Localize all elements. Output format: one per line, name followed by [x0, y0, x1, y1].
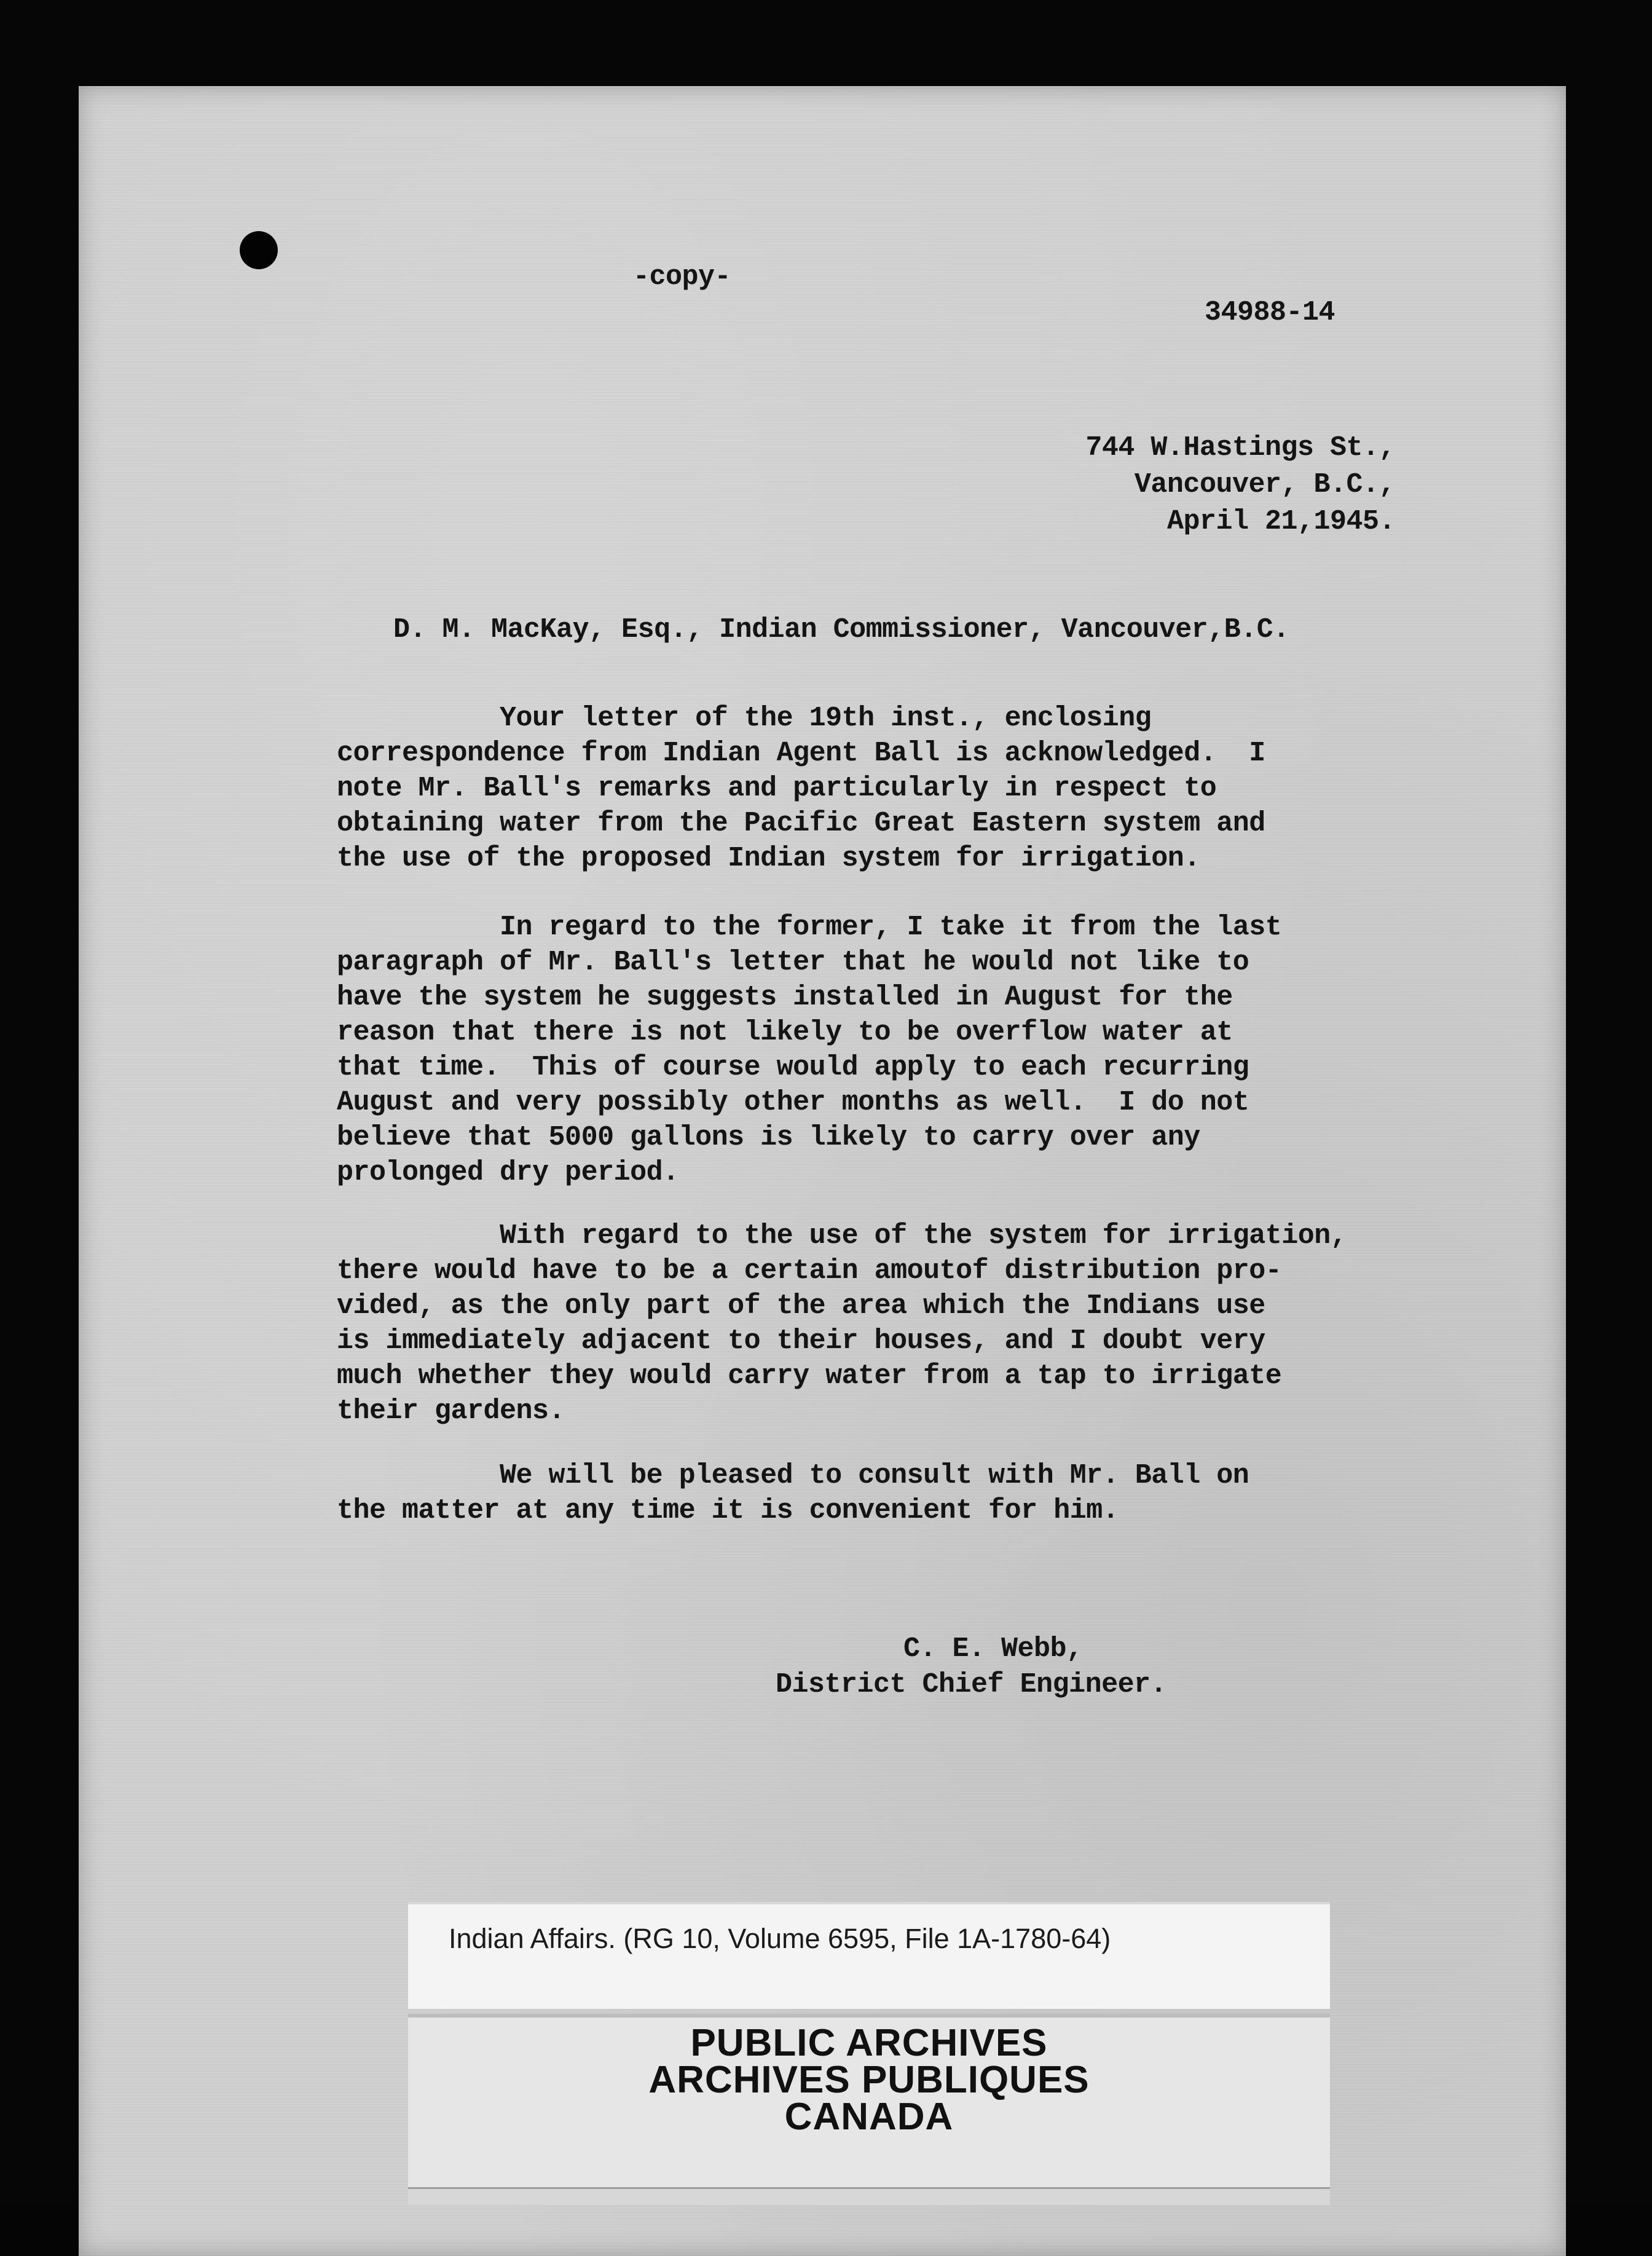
- body-paragraph-3: [337, 1218, 1492, 1429]
- paragraph-line: obtaining water from the Pacific Great Eastern system and: [337, 808, 1265, 839]
- paragraph-line: is immediately adjacent to their houses, and I doubt very: [337, 1325, 1265, 1357]
- body-paragraph-1: [337, 701, 1492, 876]
- paragraph-line: correspondence from Indian Agent Ball is acknowledged. I: [337, 738, 1265, 769]
- address-street: 744 W.Hastings St.,: [1085, 432, 1395, 463]
- punch-hole-icon: [240, 231, 278, 269]
- paragraph-line: We will be pleased to consult with Mr. Ball on: [337, 1460, 1249, 1491]
- paragraph-line: prolonged dry period.: [337, 1157, 679, 1188]
- archive-stamp-text: [408, 2022, 1330, 2138]
- stamp-line: PUBLIC ARCHIVES: [690, 2022, 1048, 2064]
- letter-date: April 21,1945.: [1166, 506, 1395, 537]
- paragraph-line: August and very possibly other months as well. I do not: [337, 1087, 1249, 1118]
- paragraph-line: reason that there is not likely to be overflow water at: [337, 1017, 1233, 1048]
- paragraph-line: much whether they would carry water from a tap to irrigate: [337, 1360, 1282, 1392]
- stamp-bottom-edge: [408, 2187, 1330, 2205]
- paragraph-line: there would have to be a certain amoutof distribution pro-: [337, 1255, 1282, 1287]
- salutation: D. M. MacKay, Esq., Indian Commissioner, Vancouver,B.C.: [393, 614, 1289, 645]
- signature-title: District Chief Engineer.: [776, 1669, 1167, 1700]
- paragraph-line: that time. This of course would apply to each recurring: [337, 1052, 1249, 1083]
- address-city: Vancouver, B.C.,: [1134, 469, 1395, 500]
- archive-reference-text: Indian Affairs. (RG 10, Volume 6595, File 1A-1780-64): [449, 1923, 1111, 1954]
- paragraph-line: their gardens.: [337, 1395, 565, 1427]
- signature-name: C. E. Webb,: [903, 1633, 1083, 1665]
- paragraph-line: Your letter of the 19th inst., enclosing: [337, 703, 1152, 734]
- archive-reference-label: [408, 1902, 1330, 2009]
- paragraph-line: the matter at any time it is convenient for him.: [337, 1495, 1119, 1526]
- body-paragraph-2: [337, 910, 1492, 1190]
- paragraph-line: the use of the proposed Indian system for irrigation.: [337, 843, 1200, 874]
- stamp-line: CANADA: [784, 2096, 954, 2138]
- paragraph-line: have the system he suggests installed in August for the: [337, 982, 1233, 1013]
- paragraph-line: With regard to the use of the system for irrigation,: [337, 1220, 1347, 1252]
- paragraph-line: vided, as the only part of the area which the Indians use: [337, 1290, 1265, 1322]
- file-number: 34988-14: [1205, 297, 1335, 328]
- body-paragraph-4: [337, 1458, 1492, 1528]
- paragraph-line: note Mr. Ball's remarks and particularly in respect to: [337, 773, 1217, 804]
- paragraph-line: In regard to the former, I take it from the last: [337, 912, 1282, 943]
- stamp-line: ARCHIVES PUBLIQUES: [648, 2059, 1090, 2101]
- paragraph-line: paragraph of Mr. Ball's letter that he would not like to: [337, 947, 1249, 978]
- paragraph-line: believe that 5000 gallons is likely to carry over any: [337, 1122, 1200, 1153]
- copy-mark: -copy-: [633, 261, 731, 293]
